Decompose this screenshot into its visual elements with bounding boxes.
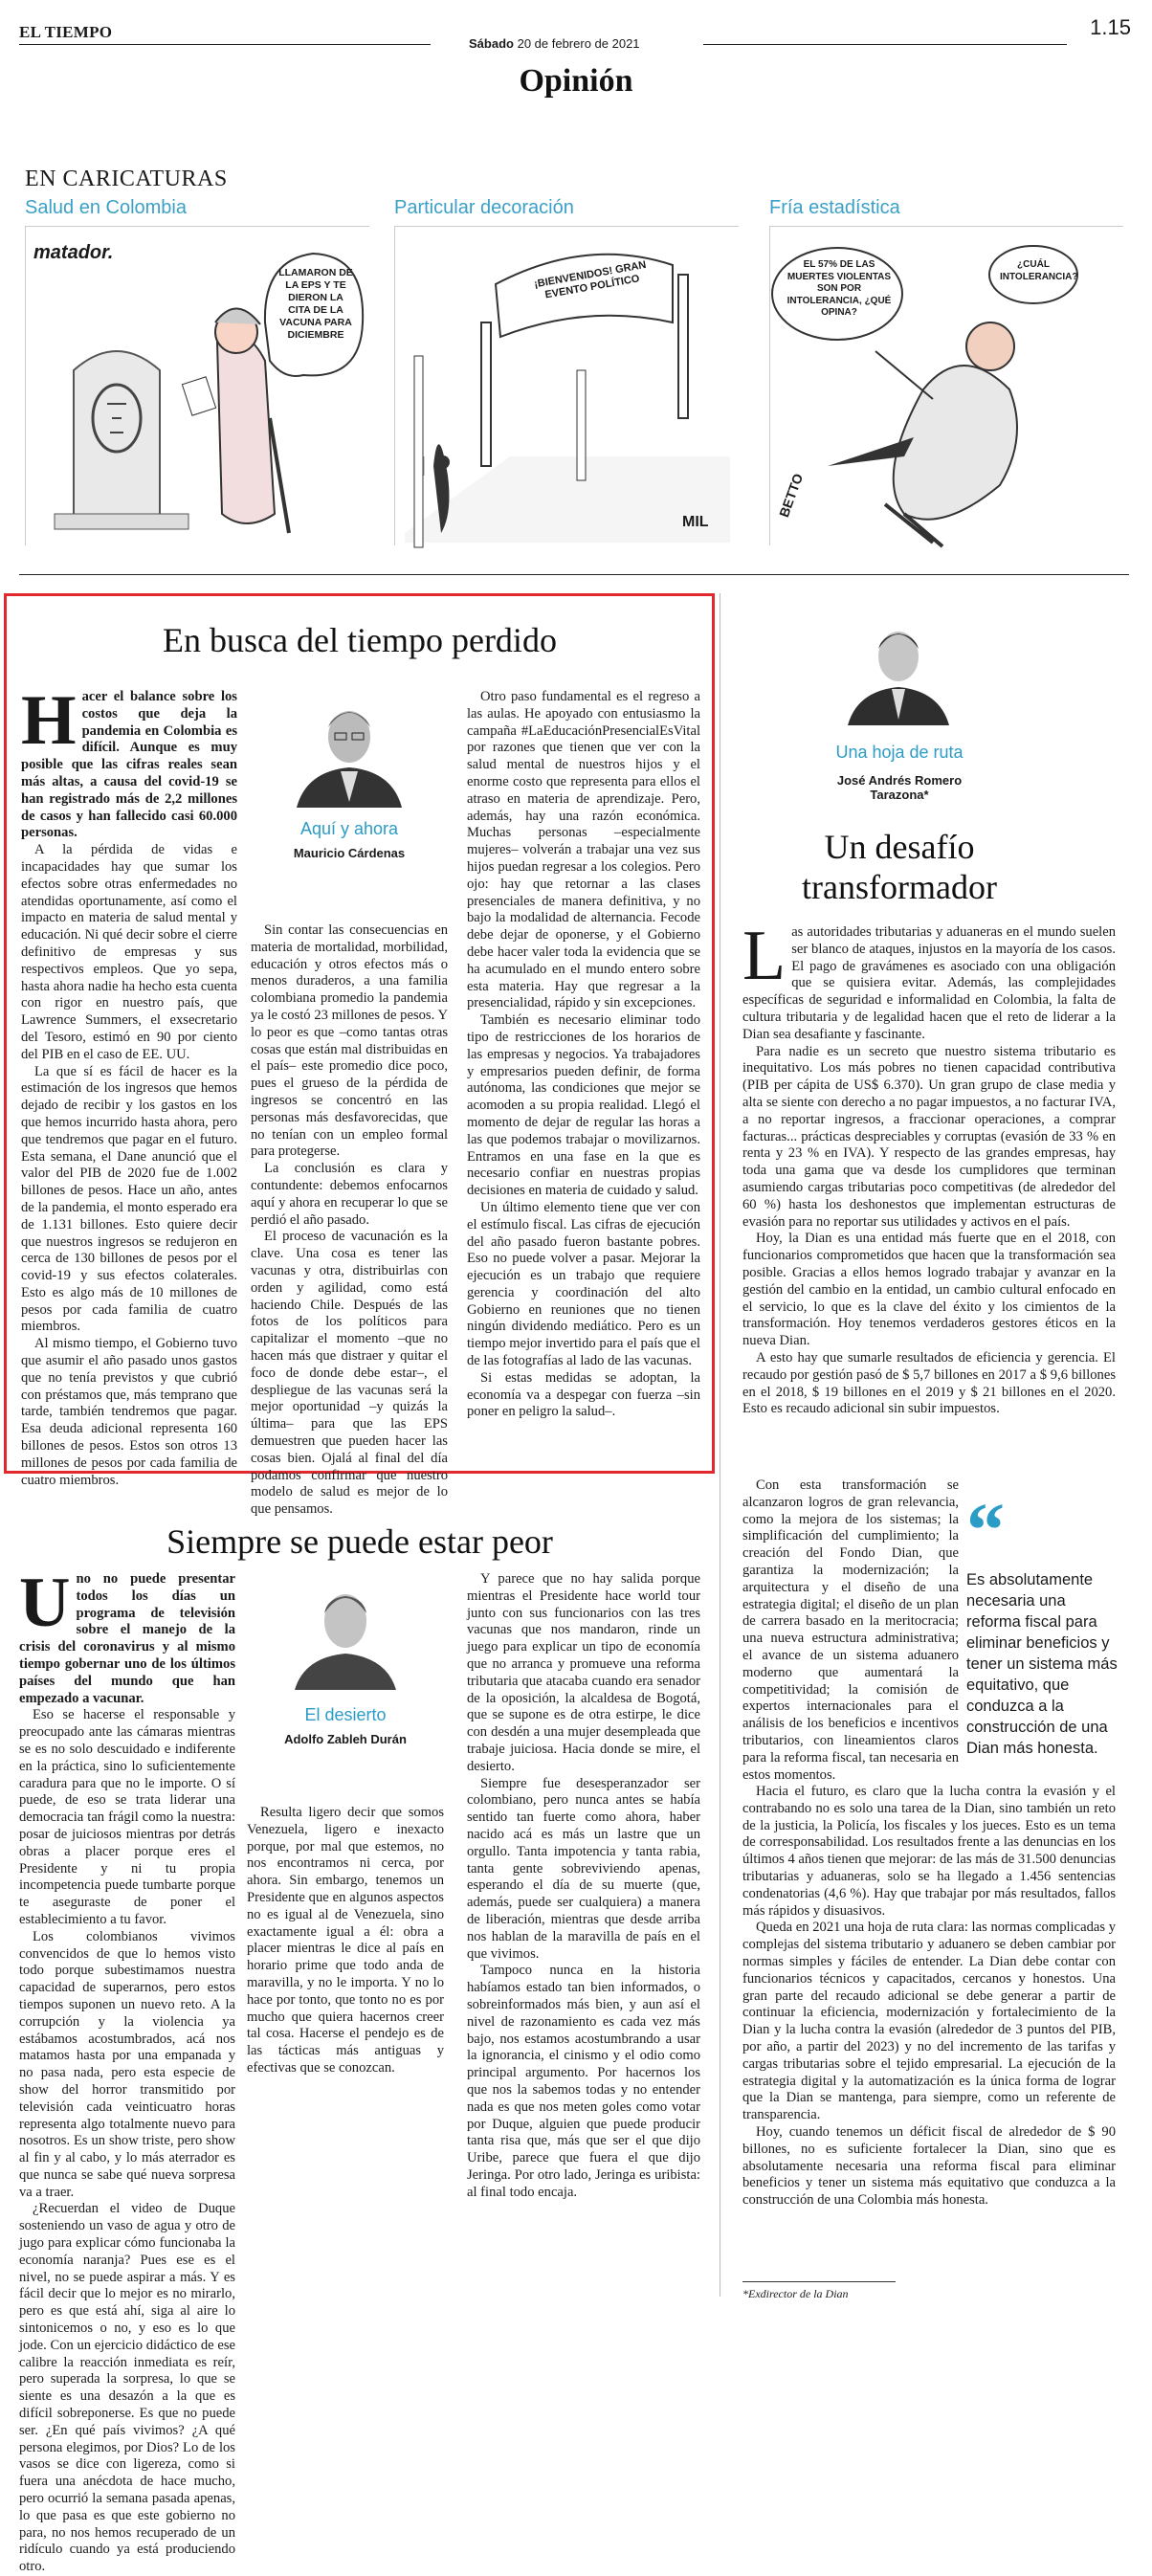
cartoon-1-title: Salud en Colombia (25, 197, 187, 218)
page-number: 1.15 (1090, 15, 1131, 39)
article-1-drop-cap: H (21, 681, 77, 760)
article-2-col-1 (19, 1564, 235, 2575)
article-1-headline: En busca del tiempo perdido (163, 621, 557, 659)
author-photo-cardenas (289, 687, 410, 808)
cartoon-2-banner: ¡BIENVENIDOS! GRAN EVENTO POLÍTICO (533, 258, 648, 301)
article-2-col-3 (467, 1571, 700, 2298)
article-3-paragraph: Con esta transformación se alcanzaron logros de gran relevancia, como la mejora de los sistemas; la simplificación del cumplimiento; la creación del Fondo Dian, que garantiza la modernización; la arquitectura y el diseño de una estrategia digital; el diseño de un plan de carrera basado en la meritocracia; una nueva estructura administrativa; el avance de un sistema aduanero moderno que aumentará la competitividad; la comisión de expertos internacionales para el análisis de los beneficios e incentivos tributarios, con lineamientos claros para la reforma fiscal, tan necesaria en estos momentos. (742, 1477, 959, 1783)
quote-mark-icon: “ (966, 1489, 1005, 1573)
article-1-author: Mauricio Cárdenas (293, 846, 406, 860)
cartoon-2-signature: MIL (682, 514, 709, 530)
article-3-author: José Andrés Romero Tarazona* (836, 773, 963, 802)
cartoon-fria-estadistica (769, 226, 1123, 545)
article-3-paragraph: A esto hay que sumarle resultados de eficiencia y gerencia. El recaudo por gestión pasó de $ 5,7 billones en 2017 a $ 9,6 billones en el 2018, $ 19 billones en el 2019 y $ 21 billones en el 2020. Esto es recaudo adicional sin subir impuestos. (742, 1349, 1116, 1417)
article-2-headline: Siempre se puede estar peor (166, 1522, 553, 1561)
cartoon-3-title: Fría estadística (769, 197, 900, 218)
article-3-paragraph: Hacia el futuro, es claro que la lucha contra la evasión y el contrabando no es solo una tarea de la Dian, sino también un reto de la justicia, la Policía, los fiscales y los jueces. Esto es un tema de corresponsabilidad. Los resultados frente a las denuncias en los últimos 4 años tienen que mejorar: de las más de 31.500 denuncias tributarias y aduaneras, solo se ha llegado a 1.456 sentencias condenatorias (4,6 %). Hay que trabajar por más resultados, fallos más rápidos y disuasivos. (742, 1784, 1116, 1919)
pull-quote-text: Es absolutamente necesaria una reforma fiscal para eliminar beneficios y tener un sistema más equitativo, que conduzca a la construcción de una Dian más honesta. (966, 1571, 1118, 1757)
article-2-paragraph: Resulta ligero decir que somos Venezuela, ligero e inexacto porque, por mal que estemos, no nos encontramos ni cerca, por ahora. Sin embargo, tenemos un Presidente que en algunos aspectos no es igual al de Venezuela, sino exactamente igual a él: obra a placer mientras le dice al país en horario prime que todo anda de maravilla, y no le importa. Y no lo hace por tonto, que tonto no es por mucho que quiera hacernos creer tal cosa. Hacerse el pendejo es de las tácticas más antiguas y efectivas que se conozcan. (247, 1805, 444, 2076)
article-3-paragraph: Queda en 2021 una hoja de ruta clara: las normas complicadas y complejas del sistema tributario y aduanero se deben cambiar por normas simples y fáciles de entender. La Dian debe contar con funcionarios técnicos y capacitados, cercanos y honestos. Una gran parte del recaudo adicional se debe generar a partir de continuar la eficiencia, modernización y fortalecimiento de la Dian y la lucha contra la evasión (alrededor de 3 puntos del PIB, por año, a partir del 2023) y no del incremento de las tarifas y cargas tributarias sobre el tejido empresarial. La ejecución de la estrategia digital y la automatización es la única forma de lograr que la Dian se mantenga, para siempre, como un referente de transparencia. (742, 1920, 1116, 2123)
article-1-col-1 (21, 681, 237, 1488)
article-1-column-name: Aquí y ahora (299, 819, 399, 838)
article-3-column-name: Una hoja de ruta (835, 743, 964, 762)
brand-logo: EL TIEMPO (19, 23, 113, 41)
issue-date (469, 36, 640, 51)
article-2-paragraph: ¿Recuerdan el video de Duque sosteniendo un vaso de agua y otro de jugo para explicar cómo funcionaba la economía naranja? Pues ese es el nivel, no se puede aspirar a más. Y es fácil decir que lo mejor es no mirarlo, pero es que está ahí, siga al aire lo sintonicemos o no, y eso es lo que jode. Con un ejercicio didáctico de ese calibre la reacción inmediata es reír, pero superada la sorpresa, lo que se siente es una desazón a la que es difícil sobreponerse. Es que no puede ser. ¿En qué país vivimos? ¿A qué persona elegimos, por Dios? Lo de los vasos se dice con ligereza, como si fuera una anécdota de hace mucho, pero ocurrió la semana pasada apenas, lo que pasa es que este gobierno no para, no nos hemos recuperado de un ridículo cuando ya está produciendo otro. (19, 2201, 235, 2575)
article-1-paragraph: Al mismo tiempo, el Gobierno tuvo que asumir el año pasado unos gastos que no tenía previstos y que cubrió con préstamos que, más temprano que tarde, también tendremos que pagar. Esa deuda adicional representa 160 billones de pesos. Estos son otros 13 millones de pesos por cada familia de cuatro miembros. (21, 1336, 237, 1488)
article-2-col-2 (247, 1805, 444, 2298)
article-3-drop-cap: L (742, 917, 786, 995)
article-3-text-bottom (742, 1784, 1116, 2272)
article-2-column-name: El desierto (304, 1705, 387, 1724)
article-1-paragraph: Si estas medidas se adoptan, la economía va a despegar con fuerza –sin poner en peligro la salud–. (467, 1369, 700, 1420)
article-2-paragraph: Los colombianos vivimos convencidos de que lo hemos visto todo porque subestimamos nuestra capacidad de superarnos, pero estos tiempos suponen un nuevo reto. A la corrupción y la violencia ya estábamos acostumbrados, acá nos matamos hasta por una empanada y no pasa nada, pero esta especie de show del horror transmitido por televisión cada veinticuatro horas representa algo totalmente nuevo para nosotros. Es un show triste, pero show al fin y al cabo, y lo más aterrador es que nunca se sabe qué nueva sorpresa va a traer. (19, 1928, 235, 2200)
article-1-paragraph: También es necesario eliminar todo tipo de restricciones de los horarios de las empresas y negocios. Ya trabajadores y empresarios pueden definir, de forma autónoma, las condiciones que mejor se acomoden a su propia realidad. Llegó el momento de dejar de regular las horas a las que podemos trabajar o movilizarnos. Entramos en una fase en la que es necesario confiar en nuestras propias decisiones en materia de cuidado y salud. (467, 1012, 700, 1199)
issue-date-text: 20 de febrero de 2021 (517, 36, 640, 51)
article-1-paragraph: La conclusión es clara y contundente: debemos enfocarnos aquí y ahora en recuperar lo que se perdió el año pasado. (251, 1161, 448, 1228)
article-3-text-top (742, 917, 1116, 1476)
issue-day: Sábado (469, 36, 514, 51)
cartoon-3-signature: BETTO (776, 471, 807, 520)
cartoon-particular-decoracion (394, 226, 739, 545)
article-1-paragraph: Otro paso fundamental es el regreso a las aulas. He apoyado con entusiasmo la campaña #LaEducaciónPresencialEsVital por razones que tienen que ver con la salud mental de nuestros hijos y el enorme costo que representa para ellos el atraso en materia de aprendizaje. Pero, además, hay una razón económica. Muchas personas –especialmente mujeres– volverán a trabajar una vez sus hijos puedan regresar a los colegios. Pero ojo: hay que retornar a las clases presenciales de manera definitiva, y no bajo la modalidad de alternancia. Fecode debe dejar de oponerse, y el Gobierno debe hacer valer toda la evidencia que se ha acumulado en el mundo entero sobre esta materia. Hay que regresar a la presencialidad, rápido y sin excepciones. (467, 689, 700, 1011)
cartoon-2-title: Particular decoración (394, 197, 574, 218)
pull-quote (966, 1489, 1121, 1759)
cartoon-1-bubble: LLAMARON DE LA EPS Y TE DIERON LA CITA DE LA VACUNA PARA DICIEMBRE (278, 267, 353, 341)
article-1-paragraph: La que sí es fácil de hacer es la estimación de los ingresos que hemos dejado de recibir y los gastos en los que hemos incurrido hasta ahora, pero que tendremos que pagar en el futuro. Esta semana, el Dane anunció que el valor del PIB de 2020 fue de 1.002 billones de pesos. Hace un año, antes de la pandemia, el monto esperado era de 1.131 billones. Esto quiere decir que nuestros ingresos se redujeron en cerca de 130 billones de pesos por el covid-19 y sus efectos colaterales. Esto es algo más de 10 millones de pesos por cada familia de cuatro miembros. (21, 1063, 237, 1335)
article-1-paragraph: El proceso de vacunación es la clave. Una cosa es tener las vacunas y otra, distribuirlas con orden y agilidad, como está haciendo Chile. Después de las fotos de los políticos para capitalizar el momento –que no hacen más que distraer y quitar el foco de donde debe estar–, el despliegue de las vacunas será la mejor oportunidad –y quizás la última– para que las EPS demuestren que pueden hacer las cosas bien. Ojalá al final del día podamos confirmar que nuestro modelo de salud es mejor de lo que pensamos. (251, 1229, 448, 1518)
cartoon-salud-en-colombia (25, 226, 369, 545)
section-title: Opinión (519, 63, 633, 99)
cartoon-1-signature: matador. (33, 242, 114, 263)
article-3-footnote: *Exdirector de la Dian (742, 2287, 849, 2300)
article-2-drop-cap: U (19, 1564, 71, 1642)
article-1-paragraph: A la pérdida de vidas e incapacidades hay que sumar los efectos sobre otras enfermedades no atendidas oportunamente, así como el impacto en materia de salud mental y educación. Ni qué decir sobre el cierre definitivo de empresas y sus respectivos empleos. Que yo sepa, hasta ahora nadie ha hecho esta cuenta con rigor en nuestro país, que Lawrence Summers, el exsecretario del Tesoro, estimó en 90 por ciento del PIB en el caso de EE. UU. (21, 842, 237, 1062)
article-2-paragraph: Eso se hacerse el responsable y preocupado ante las cámaras mientras se es no solo descuidado e indiferente en la práctica, sino lo suficientemente caradura para que no le importe. O sí puede, de eso se trata liderar una democracia tan frágil como la nuestra: posar de juiciosos mientras por detrás obras a placer porque eres el Presidente y ni tu propia incompetencia puede tumbarte porque te aseguraste de poner el establecimiento a tu favor. (19, 1707, 235, 1927)
article-3-paragraph: Para nadie es un secreto que nuestro sistema tributario es inequitativo. Los más pobres no tienen capacidad contributiva (PIB per cápita de US$ 6.370). Un gran grupo de clase media y alta se siente con derecho a no pagar impuestos, a no facturar IVA, a no reportar ingresos, a fraccionar operaciones, a comprar facturas... prácticas despreciables y corruptas (evasión de 33 % en renta y 23 % en IVA). Y respecto de las grandes empresas, hay toda una gama que va desde los cumplidores que terminan asumiendo cargas tributarias poco competitivas (de alrededor del 60 %) hasta los deshonestos que implementan estructuras de evasión para no reportar sus utilidades y activos en el país. (742, 1043, 1116, 1230)
article-1-paragraph: Un último elemento tiene que ver con el estímulo fiscal. Las cifras de ejecución del año pasado fueron bastante pobres. Eso no puede volver a pasar. Mejorar la ejecución es un trabajo que requiere gerencia y coordinación del alto Gobierno en reuniones que no tienen ningún dividendo mediático. Pero es un tiempo mejor invertido para el país que el de las fotografías al lado de las vacunas. (467, 1199, 700, 1369)
article-3-headline: Un desafío transformador (802, 828, 997, 906)
article-1-lead: Hacer el balance sobre los costos que deja la pandemia en Colombia es difícil. Aunque es muy posible que las cifras reales sean más altas, a causa del covid-19 se han registrado más de 2,2 millones de casos y han fallecido casi 60.000 personas. (21, 681, 237, 841)
caricaturas-title: EN CARICATURAS (25, 167, 228, 191)
article-2-paragraph: Tampoco nunca en la historia habíamos estado tan bien informados, o sobreinformados más bien, y aun así el nivel de razonamiento es cada vez más bajo, nos estamos acostumbrando a usar la ignorancia, el cinismo y el odio como principal argumento. Por hacernos los que nos la sabemos todas y no entender nada es que nos meten goles como votar por Duque, alguien que puede producir tanta risa que, más que ser el que dijo Uribe, parece que fuera el que dijo Jeringa. Por otro lado, Jeringa es uribista: al final todo encaja. (467, 1963, 700, 2200)
author-photo-romero (842, 612, 955, 725)
cartoon-3-bubble-left: EL 57% DE LAS MUERTES VIOLENTAS SON POR INTOLERANCIA, ¿QUÉ OPINA? (786, 259, 892, 318)
author-photo-zableh (285, 1569, 406, 1690)
article-3-paragraph: Hoy, cuando tenemos un déficit fiscal de alrededor de $ 90 billones, no es suficiente fortalecer la Dian, sino que es absolutamente necesaria una reforma fiscal para eliminar beneficios y tener un sistema más equitativo que conduzca a la construcción de una Colombia más honesta. (742, 2123, 1116, 2209)
article-3-lead: Las autoridades tributarias y aduaneras en el mundo suelen ser blanco de ataques, injustos en la mayoría de los casos. El pago de gravámenes es asociado con una obligación que se quisiera evitar. Además, las complejidades específicas de seguridad e informalidad en Colombia, la falta de cultura tributaria y de legalidad hacen que el reto de liderar a la Dian sea desafiante y fascinante. (742, 917, 1116, 1042)
article-2-paragraph: Y parece que no hay salida porque mientras el Presidente hace world tour junto con sus funcionarios con las tres vacunas que nos mandaron, rinde un juego para explicar un tipo de economía que no arranca y promueve una reforma tributaria que atacaba cuando era senador de la oposición, la alcaldesa de Bogotá, que se supone es de otra estirpe, le dice con desdén a una mujer desempleada que trabaje juiciosa. Hacia donde se mire, el desierto. (467, 1571, 700, 1774)
cartoon-3-bubble-right: ¿CUÁL INTOLERANCIA? (1000, 259, 1078, 282)
article-1-col-3 (467, 689, 700, 1464)
article-2-lead: Uno no puede presentar todos los días un programa de televisión sobre el manejo de la crisis del coronavirus y al mismo tiempo gobernar uno de los últimos países del mundo que han empezado a vacunar. (19, 1564, 235, 1706)
article-3-paragraph: Hoy, la Dian es una entidad más fuerte que en el 2018, con funcionarios comprometidos que hacen que la transformación sea posible. Gracias a ellos hemos logrado trabajar y avanzar en la gestión del cambio en la entidad, un cambio cultural enfocado en el servicio, lo que es la clave del éxito y los cimientos de la transformación. Hoy tenemos verdaderos gestores éticos en la nueva Dian. (742, 1231, 1116, 1349)
article-1-paragraph: Sin contar las consecuencias en materia de mortalidad, morbilidad, educación y otros efectos más o menos duraderos, a una familia colombiana promedio la pandemia ya le costó 23 millones de pesos. Y lo peor es que –como tantas otras cosas que están mal distribuidas en el país– este promedio dice poco, pues el grueso de la pérdida de ingresos se concentró en las personas más desfavorecidas, que no tenían con un empleo formal para protegerse. (251, 922, 448, 1160)
article-2-author: Adolfo Zableh Durán (284, 1732, 407, 1746)
article-2-paragraph: Siempre fue desesperanzador ser colombiano, pero nunca antes se había sentido tan fuerte como ahora, haber nacido acá es más un lastre que un orgullo. Tanta impotencia y tanta rabia, tanta gente sobreviviendo apenas, esperando el día de su muerte (que, además, puede ser cualquiera) a manera de liberación, mientras que desde arriba nos hablan de la maravilla de país en el que vivimos. (467, 1775, 700, 1962)
article-1-col-2 (251, 922, 448, 1518)
article-3-text-narrow (742, 1477, 959, 1783)
